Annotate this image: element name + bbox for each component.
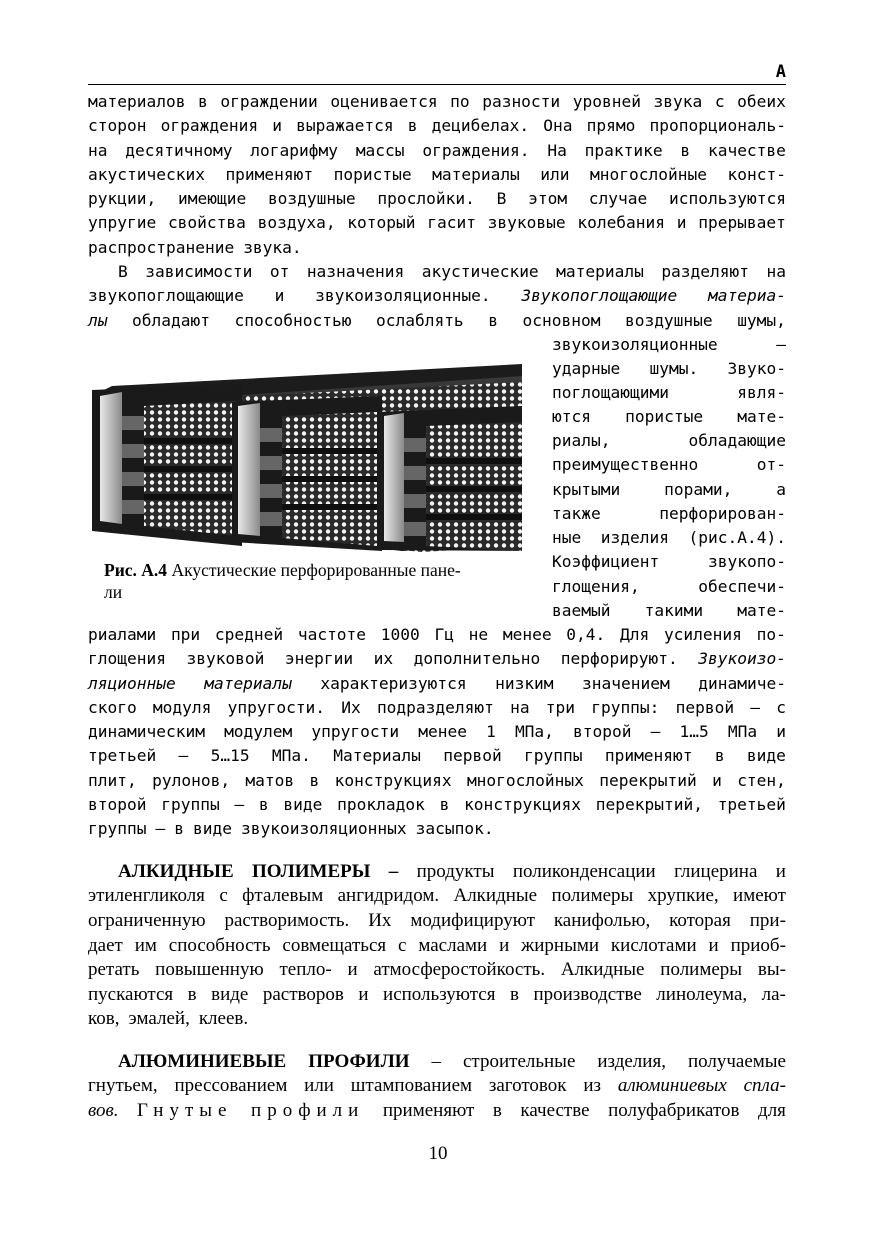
text-line: ляционные материалы характеризуются низким значением динамиче- — [88, 674, 786, 693]
text-line: также перфорирован- — [552, 504, 786, 523]
running-header — [88, 58, 786, 85]
text-line: риалами при средней частоте 1000 Гц не менее 0,4. Для усиления по- — [88, 625, 786, 644]
text-line: лы обладают способностью ослаблять в основном воздушные шумы, — [88, 311, 786, 330]
text-line: ков, эмалей, клеев. — [88, 1008, 249, 1029]
text-line: второй группы – в виде прокладок в конструкциях перекрытий, третьей — [88, 795, 786, 814]
text-line: пускаются в виде растворов и используются в производстве линолеума, ла- — [88, 984, 786, 1005]
text-line: рукции, имеющие воздушные прослойки. В этом случае используются — [88, 189, 786, 208]
text-line: Коэффициент звукопо- — [552, 552, 786, 571]
text-line: плит, рулонов, матов в конструкциях многослойных перекрытий и стен, — [88, 771, 786, 790]
text-line: ваемый такими мате- — [552, 601, 786, 620]
text-line: ударные шумы. Звуко- — [552, 359, 786, 378]
text-line: динамическим модулем упругости менее 1 МПа, второй – 1…5 МПа и — [88, 722, 786, 741]
figure-caption — [104, 559, 534, 603]
figure-caption-text-cont: ли — [104, 582, 123, 602]
text-line: акустических применяют пористые материалы или многослойные конст- — [88, 165, 786, 184]
text-line: ограниченную растворимость. Их модифицируют канифолью, которая при- — [88, 910, 786, 931]
text-line: сторон ограждения и выражается в децибелах. Она прямо пропорциональ- — [88, 116, 786, 135]
text-line: дает им способность совмещаться с маслами и жирными кислотами и приоб- — [88, 935, 786, 956]
panel-1 — [92, 384, 242, 546]
text-line: глощения, обеспечи- — [552, 577, 786, 596]
text-line: звукоизоляционные – — [552, 335, 786, 354]
text-line: глощения звуковой энергии их дополнительно перфорируют. Звукоизо- — [88, 649, 786, 668]
text-line: крытыми порами, а — [552, 480, 786, 499]
text-line: ные изделия (рис.А.4). — [552, 528, 786, 547]
text-line: группы – в виде звукоизоляционных засыпок. — [88, 819, 494, 838]
text-line: третьей – 5…15 МПа. Материалы первой группы применяют в виде — [88, 746, 786, 765]
text-line: ются пористые мате- — [552, 407, 786, 426]
text-line: ского модуля упругости. Их подразделяют на три группы: первой – с — [88, 698, 786, 717]
text-line: АЛЮМИНИЕВЫЕ ПРОФИЛИ – строительные изделия, получаемые — [118, 1051, 786, 1072]
text-line: вов. Гнутые профили применяют в качестве полуфабрикатов для — [88, 1100, 786, 1121]
acoustic-panels-figure — [92, 346, 522, 556]
text-line: гнутьем, прессованием или штампованием заготовок из алюминиевых спла- — [88, 1075, 786, 1096]
panel-3 — [377, 406, 522, 551]
text-line: преимущественно от- — [552, 455, 786, 474]
text-line: материалов в ограждении оценивается по разности уровней звука с обеих — [88, 92, 786, 111]
text-line: ретать повышенную тепло- и атмосферостойкость. Алкидные полимеры вы- — [88, 959, 786, 980]
text-line: на десятичному логарифму массы ограждения. На практике в качестве — [88, 141, 786, 160]
text-line: этиленгликоля с фталевым ангидридом. Алкидные полимеры хрупкие, имеют — [88, 885, 786, 906]
text-line: распространение звука. — [88, 238, 302, 257]
text-line: упругие свойства воздуха, который гасит звуковые колебания и прерывает — [88, 213, 786, 232]
page-number: 10 — [428, 1143, 448, 1164]
header-letter: А — [775, 62, 786, 82]
text-line: АЛКИДНЫЕ ПОЛИМЕРЫ – продукты поликонденсации глицерина и — [118, 861, 786, 882]
figure-caption-text: Акустические перфорированные пане- — [167, 560, 461, 580]
text-line: риалы, обладающие — [552, 431, 786, 450]
text-line: поглощающими явля- — [552, 383, 786, 402]
figure-label: Рис. А.4 — [104, 560, 168, 580]
text-line: звукопоглощающие и звукоизоляционные. Звукопоглощающие материа- — [88, 286, 786, 305]
text-line: В зависимости от назначения акустические материалы разделяют на — [118, 262, 786, 281]
panel-2 — [232, 396, 382, 551]
